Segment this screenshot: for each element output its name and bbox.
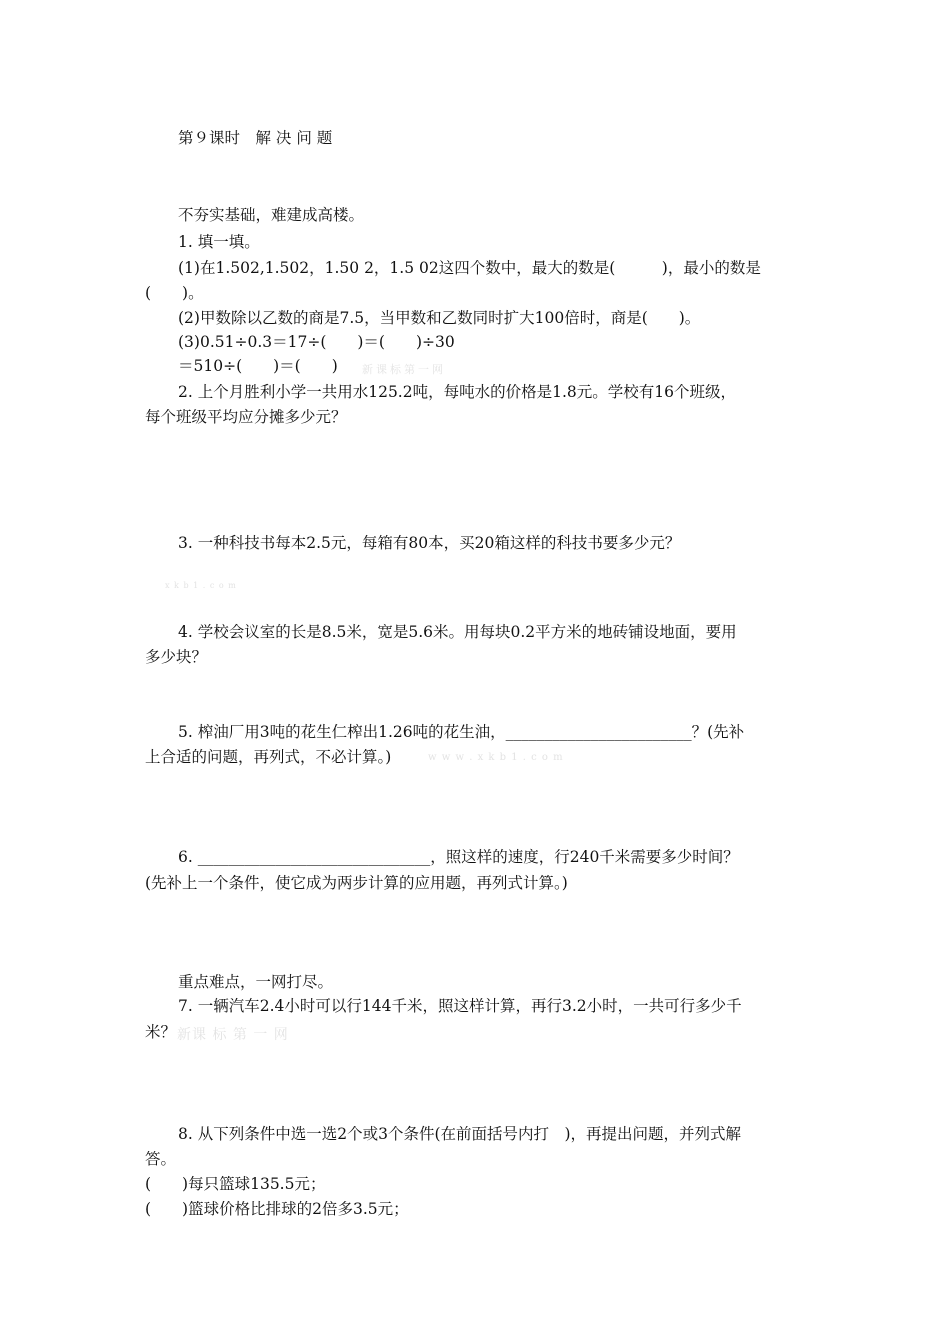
watermark-1: 新课标第一网 — [362, 363, 446, 376]
question-6-line-2: (先补上一个条件，使它成为两步计算的应用题，再列式计算。) — [145, 874, 568, 892]
question-7-line-1: 7. 一辆汽车2.4小时可以行144千米，照这样计算，再行3.2小时，一共可行多少千 — [178, 997, 742, 1015]
question-3-line-1: 3. 一种科技书每本2.5元，每箱有80本，买20箱这样的科技书要多少元？ — [178, 534, 681, 552]
question-1-part-2: (2)甲数除以乙数的商是7.5，当甲数和乙数同时扩大100倍时，商是( )。 — [178, 309, 701, 327]
section-heading-basics: 不夯实基础，难建成高楼。 — [178, 206, 365, 224]
question-1-part-3-line-1: (3)0.51÷0.3＝17÷( )＝( )÷30 — [178, 333, 455, 351]
question-1-lead: 1. 填一填。 — [178, 233, 260, 251]
watermark-2: x k b 1 . c o m — [165, 581, 237, 590]
question-8-line-2: 答。 — [145, 1150, 177, 1168]
question-5-line-2: 上合适的问题，再列式，不必计算。) — [145, 748, 392, 766]
question-2-line-2: 每个班级平均应分摊多少元？ — [145, 408, 347, 426]
question-7-line-2: 米？ — [145, 1023, 177, 1041]
question-1-part-1-line-2: ( )。 — [145, 284, 204, 302]
question-8-option-1: ( )每只篮球135.5元； — [145, 1175, 326, 1193]
question-8-line-1: 8. 从下列条件中选一选2个或3个条件(在前面括号内打 )，再提出问题，并列式解 — [178, 1125, 742, 1143]
page-title: 第９课时 解 决 问 题 — [178, 129, 333, 147]
question-8-option-2: ( )篮球价格比排球的2倍多3.5元； — [145, 1200, 409, 1218]
question-2-line-1: 2. 上个月胜利小学一共用水125.2吨，每吨水的价格是1.8元。学校有16个班级， — [178, 383, 736, 401]
question-5-line-1: 5. 榨油厂用3吨的花生仁榨出1.26吨的花生油，________________________？(先补 — [178, 723, 745, 741]
question-1-part-3-line-2: ＝510÷( )＝( ) — [178, 357, 338, 375]
question-6-line-1: 6. ______________________________，照这样的速度，行240千米需要多少时间？ — [178, 848, 739, 866]
section-heading-key-points: 重点难点，一网打尽。 — [178, 973, 334, 991]
question-4-line-1: 4. 学校会议室的长是8.5米，宽是5.6米。用每块0.2平方米的地砖铺设地面，要用 — [178, 623, 737, 641]
watermark-4: 新课 标 第 一 网 — [177, 1027, 289, 1043]
question-1-part-1-line-1: (1)在1.502,1.502，1.50 2，1.5 02这四个数中，最大的数是( )，最小的数是 — [178, 259, 761, 277]
watermark-3: w w w . x k b 1 . c o m — [428, 752, 564, 763]
question-4-line-2: 多少块？ — [145, 648, 208, 666]
